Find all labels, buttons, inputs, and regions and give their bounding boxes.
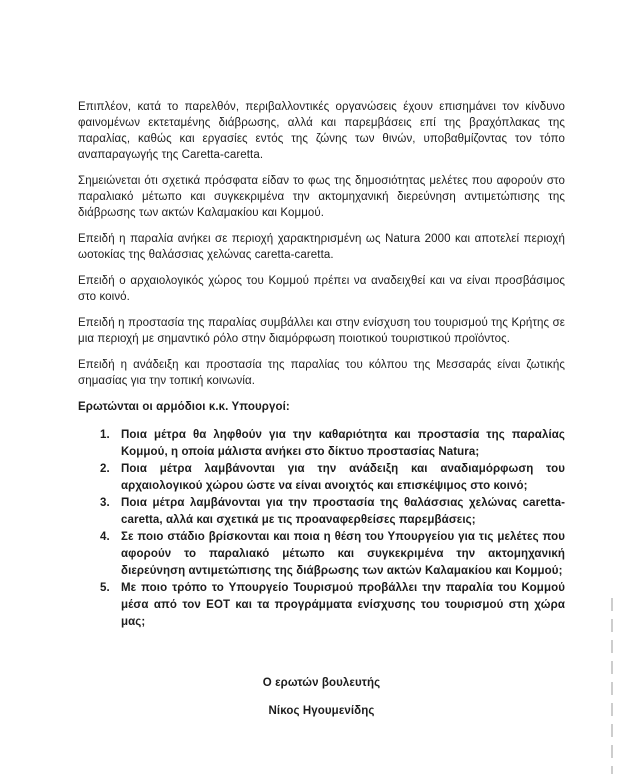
question-item-5: Με ποιο τρόπο το Υπουργείο Τουρισμού προβάλλει την παραλία του Κομμού μέσα από τον ΕΟΤ και τα προγράμματα ενίσχυσης του τουρισμού στη χώρα μας; (121, 582, 565, 628)
question-item-1: Ποια μέτρα θα ληφθούν για την καθαριότητα και προστασία της παραλίας Κομμού, η οποία μάλιστα ανήκει στο δίκτυο προστασίας Natura; (121, 429, 565, 458)
paragraph-erosion-warning: Επιπλέον, κατά το παρελθόν, περιβαλλοντικές οργανώσεις έχουν επισημάνει τον κίνδυνο φαινομένων εκτεταμένης διάβρωσης, αλλά και παρεμβάσεις επί της βραχόπλακας της παραλίας, καθώς και εργασίες εντός της ζώνης των θινών, υποβαθμίζοντας τον τόπο αναπαραγωγής της Caretta-caretta. (78, 101, 565, 161)
question-item-3: Ποια μέτρα λαμβάνονται για την προστασία της θαλάσσιας χελώνας caretta-caretta, αλλά και σχετικά με τις προαναφερθείσες παρεμβάσεις; (121, 497, 565, 526)
paragraph-studies-publicity: Σημειώνεται ότι σχετικά πρόσφατα είδαν το φως της δημοσιότητας μελέτες που αφορούν στο παραλιακό μέτωπο και συγκεκριμένα την ακτομηχανική διερεύνηση αντιμετώπισης της διάβρωσης των ακτών Καλαμακίου και Κομμού. (78, 175, 565, 219)
signature-block (78, 675, 565, 719)
signature-name: Νίκος Ηγουμενίδης (268, 705, 375, 717)
question-item-2: Ποια μέτρα λαμβάνονται για την ανάδειξη και αναδιαμόρφωση του αρχαιολογικού χώρου ώστε να είναι ανοιχτός και επισκέψιμος στο κοινό; (121, 463, 565, 492)
paragraph-tourism-contribution: Επειδή η προστασία της παραλίας συμβάλλει και στην ενίσχυση του τουρισμού της Κρήτης σε μια περιοχή με σημαντικό ρόλο στην διαμόρφωση ποιοτικού τουριστικού προϊόντος. (78, 317, 565, 345)
paragraph-archaeological-site: Επειδή ο αρχαιολογικός χώρος του Κομμού πρέπει να αναδειχθεί και να είναι προσβάσιμος στο κοινό. (78, 275, 565, 303)
paragraph-natura-area: Επειδή η παραλία ανήκει σε περιοχή χαρακτηρισμένη ως Natura 2000 και αποτελεί περιοχή ωοτοκίας της θαλάσσιας χελώνας caretta-caretta. (78, 233, 565, 261)
questions-list (78, 427, 565, 631)
scan-artifact-dashed-line (611, 598, 613, 774)
paragraph-local-community: Επειδή η ανάδειξη και προστασία της παραλίας του κόλπου της Μεσσαράς είναι ζωτικής σημασίας για την τοπική κοινωνία. (78, 359, 565, 387)
signature-role: Ο ερωτών βουλευτής (262, 677, 381, 689)
question-heading: Ερωτώνται οι αρμόδιοι κ.κ. Υπουργοί: (78, 401, 290, 413)
question-item-4: Σε ποιο στάδιο βρίσκονται και ποια η θέση του Υπουργείου για τις μελέτες που αφορούν το παραλιακό μέτωπο και συγκεκριμένα την ακτομηχανική διερεύνηση αντιμετώπισης της διάβρωσης των ακτών Καλαμακίου και Κομμού; (121, 531, 565, 577)
document-body (78, 0, 565, 731)
